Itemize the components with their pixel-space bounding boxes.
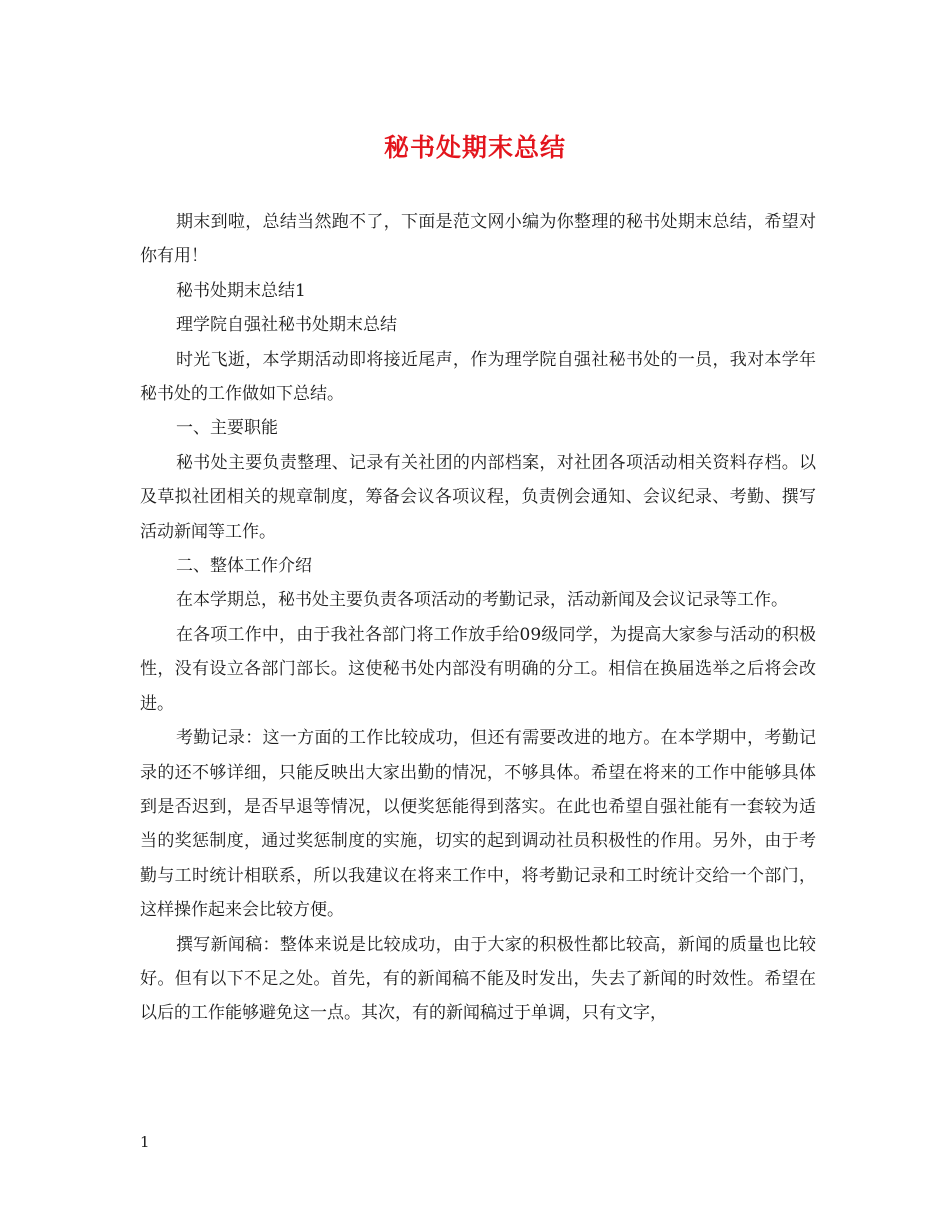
page-title: 秘书处期末总结	[383, 133, 566, 162]
page-number: 1	[140, 1133, 150, 1151]
document-body	[140, 205, 816, 1031]
paragraph-division-of-work: 在各项工作中，由于我社各部门将工作放手给09级同学，为提高大家参与活动的积极性，没有设立各部门部长。这使秘书处内部没有明确的分工。相信在换届选举之后将会改进。	[140, 624, 816, 714]
paragraph-overall-work: 在本学期总，秘书处主要负责各项活动的考勤记录，活动新闻及会议记录等工作。	[176, 590, 788, 611]
paragraph-attendance: 考勤记录：这一方面的工作比较成功，但还有需要改进的地方。在本学期中，考勤记录的还不够详细，只能反映出大家出勤的情况，不够具体。希望在将来的工作中能够具体到是否迟到，是否早退等情况，以便奖惩能得到落实。在此也希望自强社能有一套较为适当的奖惩制度，通过奖惩制度的实施，切实的起到调动社员积极性的作用。另外，由于考勤与工时统计相联系，所以我建议在将来工作中，将考勤记录和工时统计交给一个部门，这样操作起来会比较方便。	[140, 728, 816, 921]
paragraph-opening: 时光飞逝，本学期活动即将接近尾声，作为理学院自强社秘书处的一员，我对本学年秘书处的工作做如下总结。	[140, 349, 816, 405]
paragraph-main-functions: 秘书处主要负责整理、记录有关社团的内部档案，对社团各项活动相关资料存档。以及草拟社团相关的规章制度，筹备会议各项议程，负责例会通知、会议纪录、考勤、撰写活动新闻等工作。	[140, 452, 816, 542]
section-heading-main-functions: 一、主要职能	[176, 418, 278, 439]
paragraph-intro: 期末到啦，总结当然跑不了，下面是范文网小编为你整理的秘书处期末总结，希望对你有用！	[140, 212, 816, 267]
paragraph-news-writing: 撰写新闻稿：整体来说是比较成功，由于大家的积极性都比较高，新闻的质量也比较好。但有以下不足之处。首先，有的新闻稿不能及时发出，失去了新闻的时效性。希望在以后的工作能够避免这一点。其次，有的新闻稿过于单调，只有文字，	[140, 934, 816, 1024]
section-heading-overall-work: 二、整体工作介绍	[176, 556, 312, 577]
section-heading-summary-1: 秘书处期末总结1	[176, 280, 306, 301]
section-subtitle: 理学院自强社秘书处期末总结	[176, 315, 397, 336]
